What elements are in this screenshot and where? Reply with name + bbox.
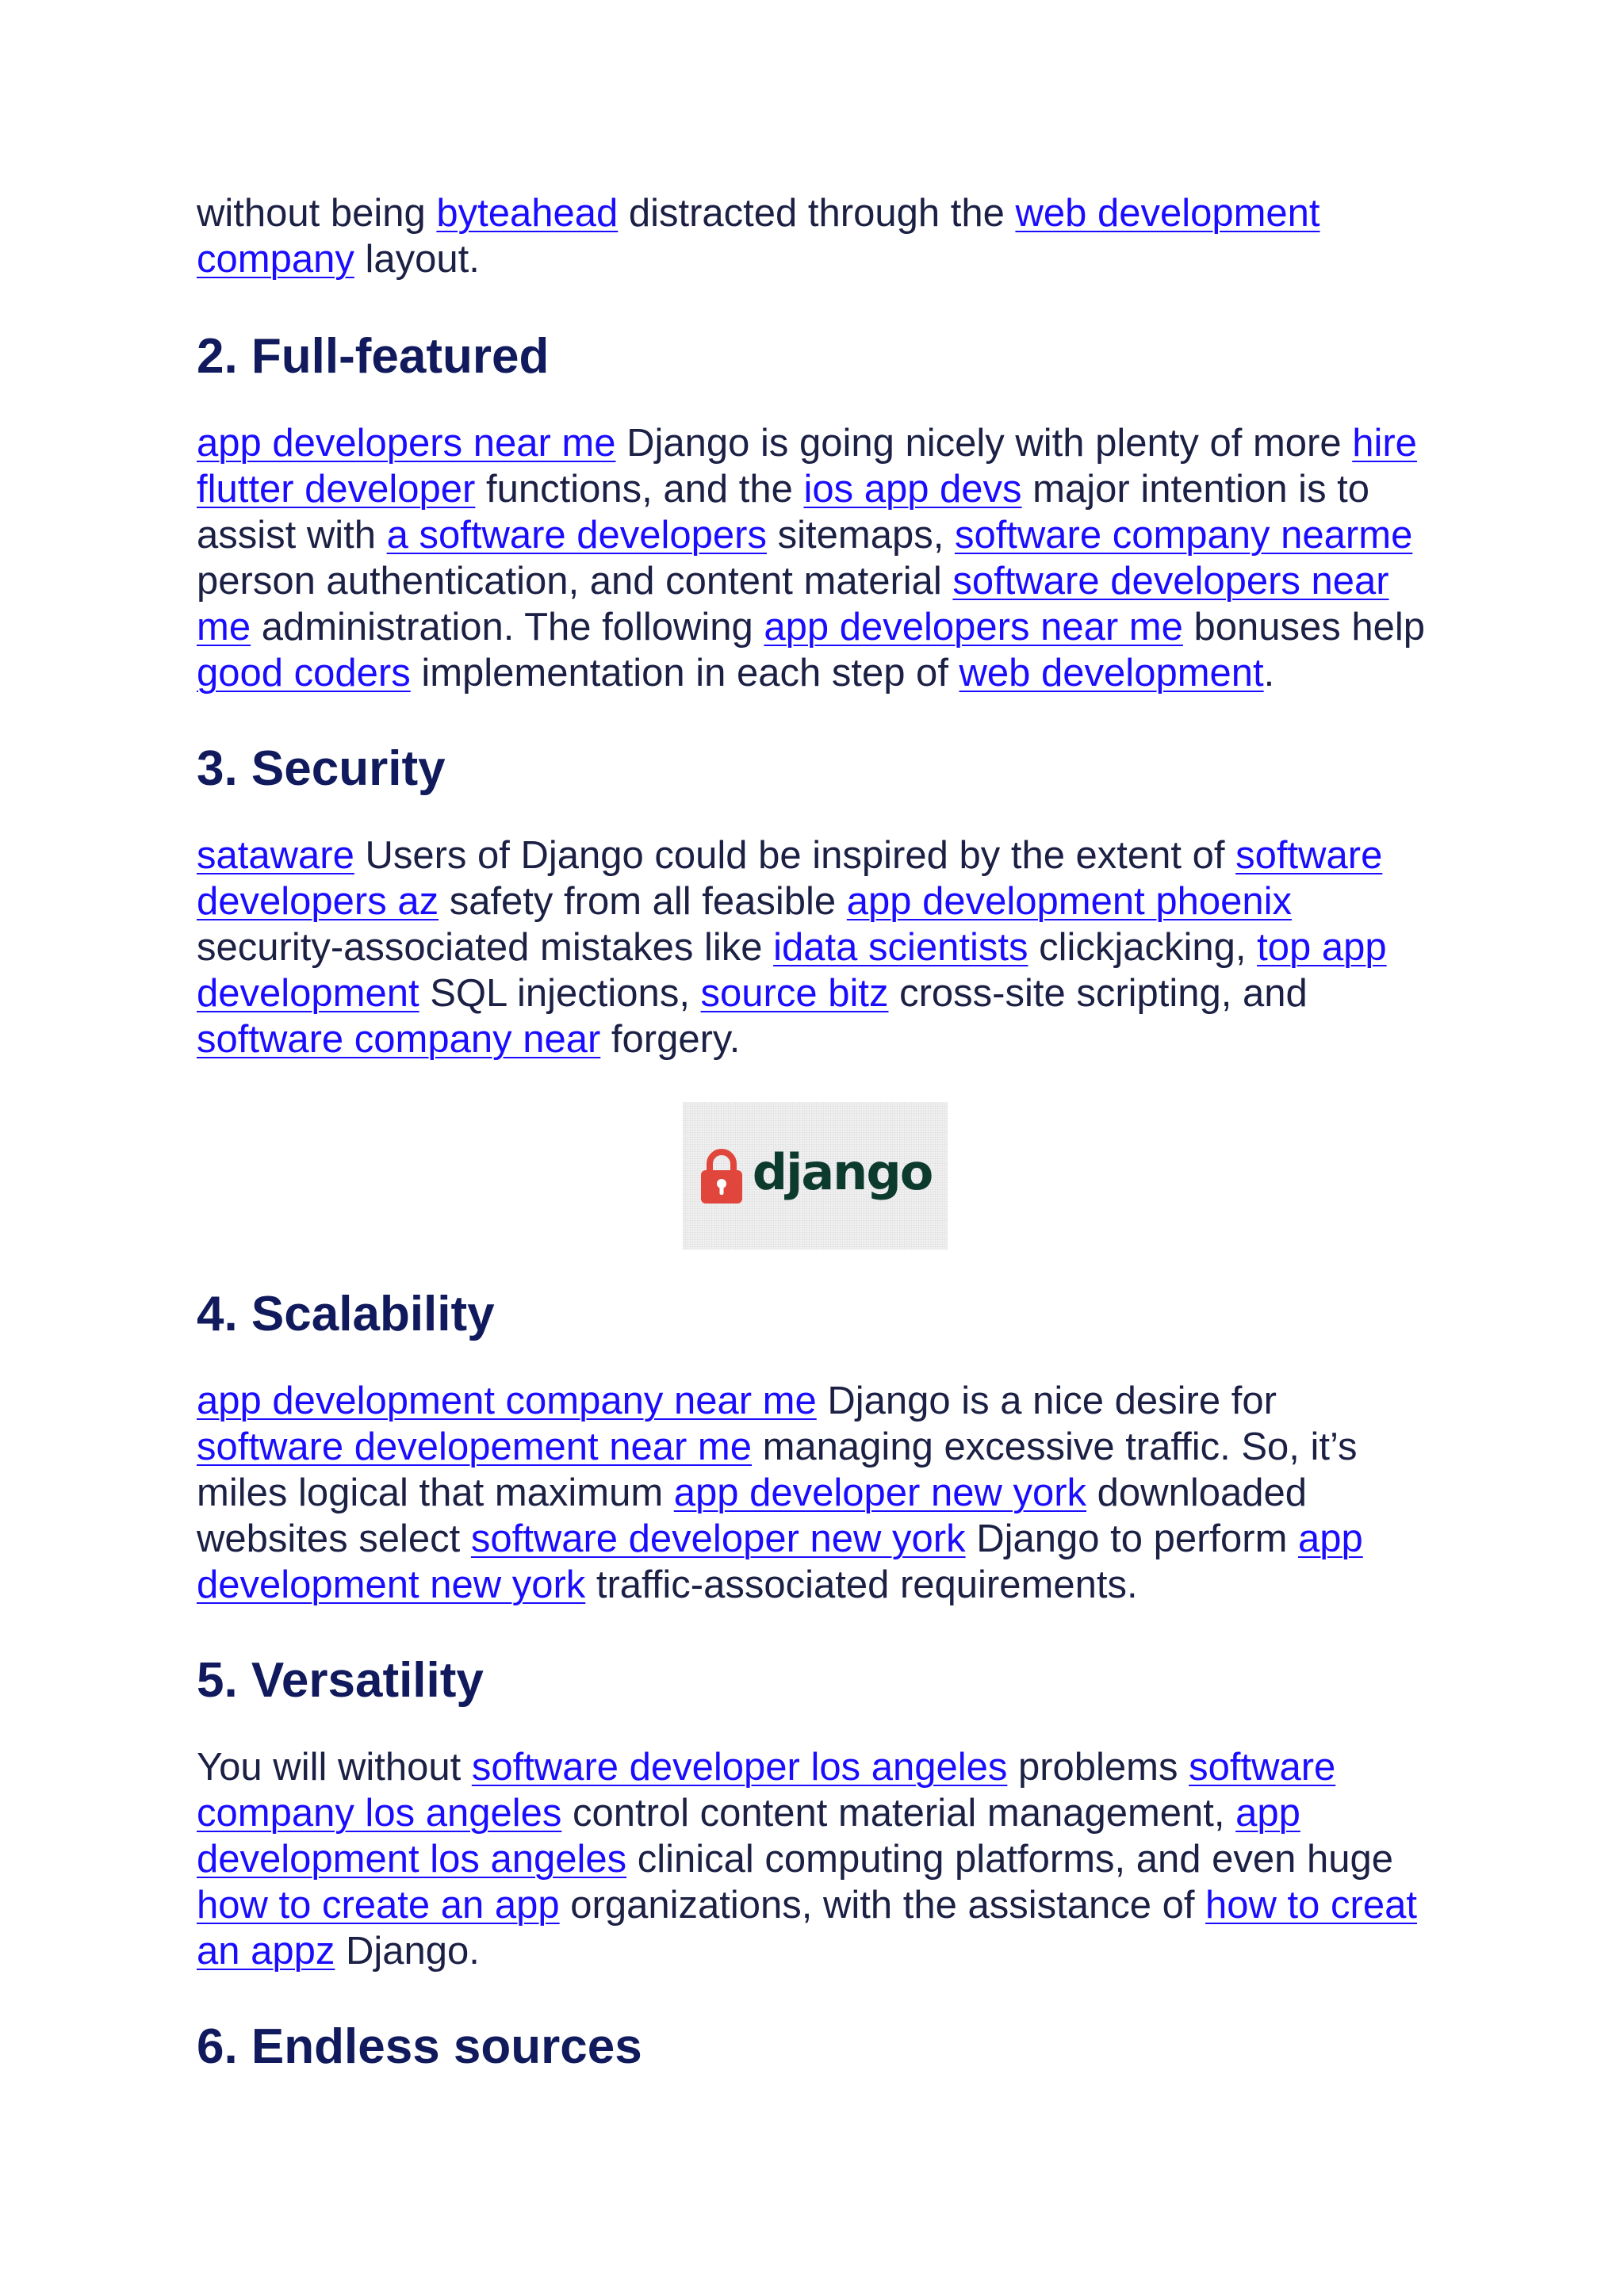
paragraph-text: bonuses help [1182, 606, 1425, 649]
paragraph-text: major intention is to assist with [197, 468, 1370, 557]
paragraph-scalability [197, 1378, 1434, 1608]
inline-link[interactable]: sataware [197, 834, 354, 877]
intro-text-3: layout. [354, 238, 480, 281]
django-logo-image [683, 1102, 948, 1249]
paragraph-text: You will without [197, 1746, 472, 1789]
inline-link[interactable]: software developement near me [197, 1425, 752, 1468]
inline-link[interactable]: hire flutter developer [197, 422, 1417, 511]
paragraph-text: . [1263, 652, 1275, 695]
inline-link[interactable]: software company los angeles [197, 1746, 1336, 1835]
inline-link[interactable]: top app development [197, 926, 1387, 1015]
paragraph-text: managing excessive traffic. So, it’s miles logical that maximum [197, 1425, 1358, 1514]
inline-link[interactable]: source bitz [700, 972, 889, 1015]
heading-security: 3. Security [197, 741, 446, 796]
inline-link[interactable]: software developers az [197, 834, 1383, 923]
padlock-icon [699, 1146, 745, 1205]
inline-link[interactable]: app developer new york [673, 1471, 1087, 1514]
paragraph-text: control content material management, [561, 1792, 1236, 1835]
inline-link[interactable]: how to create an app [197, 1884, 560, 1927]
paragraph-text: Django to perform [965, 1517, 1298, 1560]
paragraph-text: clickjacking, [1028, 926, 1258, 969]
paragraph-text: security-associated mistakes like [197, 926, 774, 969]
heading-full-featured: 2. Full-featured [197, 329, 550, 384]
paragraph-text: functions, and the [475, 468, 804, 511]
paragraph-text: Django is going nicely with plenty of more [615, 422, 1353, 465]
inline-link[interactable]: app developers near me [197, 422, 616, 465]
inline-link[interactable]: app development company near me [197, 1380, 817, 1422]
paragraph-text: cross-site scripting, and [888, 972, 1308, 1015]
article-content [197, 190, 1434, 2076]
inline-link[interactable]: ios app devs [803, 468, 1022, 511]
intro-text-1: without being [197, 192, 437, 235]
paragraph-text: downloaded websites select [197, 1471, 1307, 1560]
inline-link[interactable]: web development [959, 652, 1264, 695]
paragraph-text: Users of Django could be inspired by the extent of [354, 834, 1236, 877]
django-logo [699, 1143, 933, 1205]
inline-link[interactable]: software company nearme [954, 514, 1413, 557]
intro-paragraph [197, 190, 1434, 282]
inline-link[interactable]: software developers near me [197, 560, 1389, 649]
inline-link[interactable]: how to creat an appz [197, 1884, 1417, 1973]
intro-text-2: distracted through the [618, 192, 1016, 235]
paragraph-text: forgery. [600, 1018, 741, 1061]
link-byteahead[interactable]: byteahead [436, 192, 619, 235]
inline-link[interactable]: software developer los angeles [471, 1746, 1008, 1789]
paragraph-text: Django. [335, 1930, 480, 1973]
paragraph-text: safety from all feasible [439, 880, 847, 923]
inline-link[interactable]: a software developers [386, 514, 768, 557]
paragraph-security [197, 832, 1434, 1062]
inline-link[interactable]: app development los angeles [197, 1792, 1300, 1881]
paragraph-text: person authentication, and content material [197, 560, 953, 603]
inline-link[interactable]: software company near [197, 1018, 601, 1061]
inline-link[interactable]: app development phoenix [846, 880, 1292, 923]
heading-scalability: 4. Scalability [197, 1287, 495, 1341]
heading-versatility: 5. Versatility [197, 1653, 484, 1708]
link-web-development-company[interactable]: web development company [197, 192, 1320, 281]
inline-link[interactable]: software developer new york [470, 1517, 966, 1560]
paragraph-text: SQL injections, [419, 972, 701, 1015]
paragraph-text: clinical computing platforms, and even huge [626, 1838, 1394, 1881]
inline-link[interactable]: app development new york [197, 1517, 1363, 1606]
paragraph-versatility [197, 1744, 1434, 1974]
paragraph-full-featured [197, 420, 1434, 696]
inline-link[interactable]: idata scientists [773, 926, 1028, 969]
paragraph-text: administration. The following [251, 606, 764, 649]
paragraph-text: implementation in each step of [410, 652, 959, 695]
inline-link[interactable]: good coders [197, 652, 411, 695]
paragraph-text: sitemaps, [767, 514, 955, 557]
paragraph-text: traffic-associated requirements. [585, 1563, 1138, 1606]
paragraph-text: Django is a nice desire for [816, 1380, 1277, 1422]
django-logo-text: django [752, 1143, 933, 1201]
inline-link[interactable]: app developers near me [764, 606, 1183, 649]
heading-endless-sources: 6. Endless sources [197, 2019, 642, 2074]
paragraph-text: problems [1007, 1746, 1189, 1789]
paragraph-text: organizations, with the assistance of [559, 1884, 1206, 1927]
